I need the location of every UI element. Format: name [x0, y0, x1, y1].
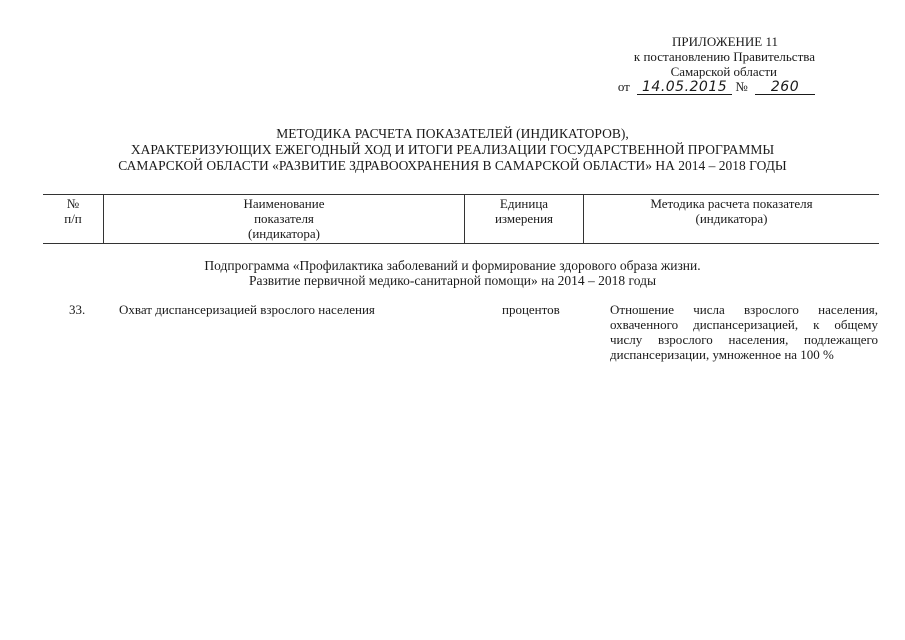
row-indicator-name: Охват диспансеризацией взрослого населения	[119, 302, 375, 317]
subprogram-heading	[0, 258, 905, 288]
title-line-1: МЕТОДИКА РАСЧЕТА ПОКАЗАТЕЛЕЙ (ИНДИКАТОРОВ),	[276, 126, 629, 141]
appendix-decree-line: к постановлению Правительства	[633, 49, 815, 64]
document-title	[0, 126, 905, 174]
handwritten-date: 14.05.2015	[637, 80, 732, 95]
title-line-2: ХАРАКТЕРИЗУЮЩИХ ЕЖЕГОДНЫЙ ХОД И ИТОГИ РЕАЛИЗАЦИИ ГОСУДАРСТВЕННОЙ ПРОГРАММЫ	[130, 142, 775, 157]
header-method: Методика расчета показателя (индикатора)	[584, 195, 880, 244]
row-method: Отношение числа взрослого населения, охваченного диспансеризацией, к общему числу взрослого населения, подлежащего диспансеризации, умноженное на 100 %	[610, 302, 878, 362]
header-indicator-name: Наименование показателя (индикатора)	[104, 195, 465, 244]
row-unit: процентов	[502, 302, 560, 317]
subprogram-line-2: Развитие первичной медико-санитарной помощи» на 2014 – 2018 годы	[248, 273, 657, 288]
date-prefix: от	[617, 79, 630, 94]
subprogram-line-1: Подпрограмма «Профилактика заболеваний и формирование здорового образа жизни.	[204, 258, 701, 273]
handwritten-number: 260	[755, 80, 815, 95]
appendix-title: ПРИЛОЖЕНИЕ 11	[672, 34, 778, 49]
row-number: 33.	[69, 302, 86, 317]
table-header	[43, 194, 879, 244]
header-number: № п/п	[43, 195, 104, 244]
number-sign: №	[735, 79, 748, 94]
appendix-date-line	[618, 79, 815, 95]
appendix-region-line: Самарской области	[670, 64, 777, 79]
appendix-block	[575, 34, 815, 95]
title-line-3: САМАРСКОЙ ОБЛАСТИ «РАЗВИТИЕ ЗДРАВООХРАНЕНИЯ В САМАРСКОЙ ОБЛАСТИ» НА 2014 – 2018 ГОДЫ	[118, 158, 787, 173]
header-unit: Единица измерения	[465, 195, 584, 244]
